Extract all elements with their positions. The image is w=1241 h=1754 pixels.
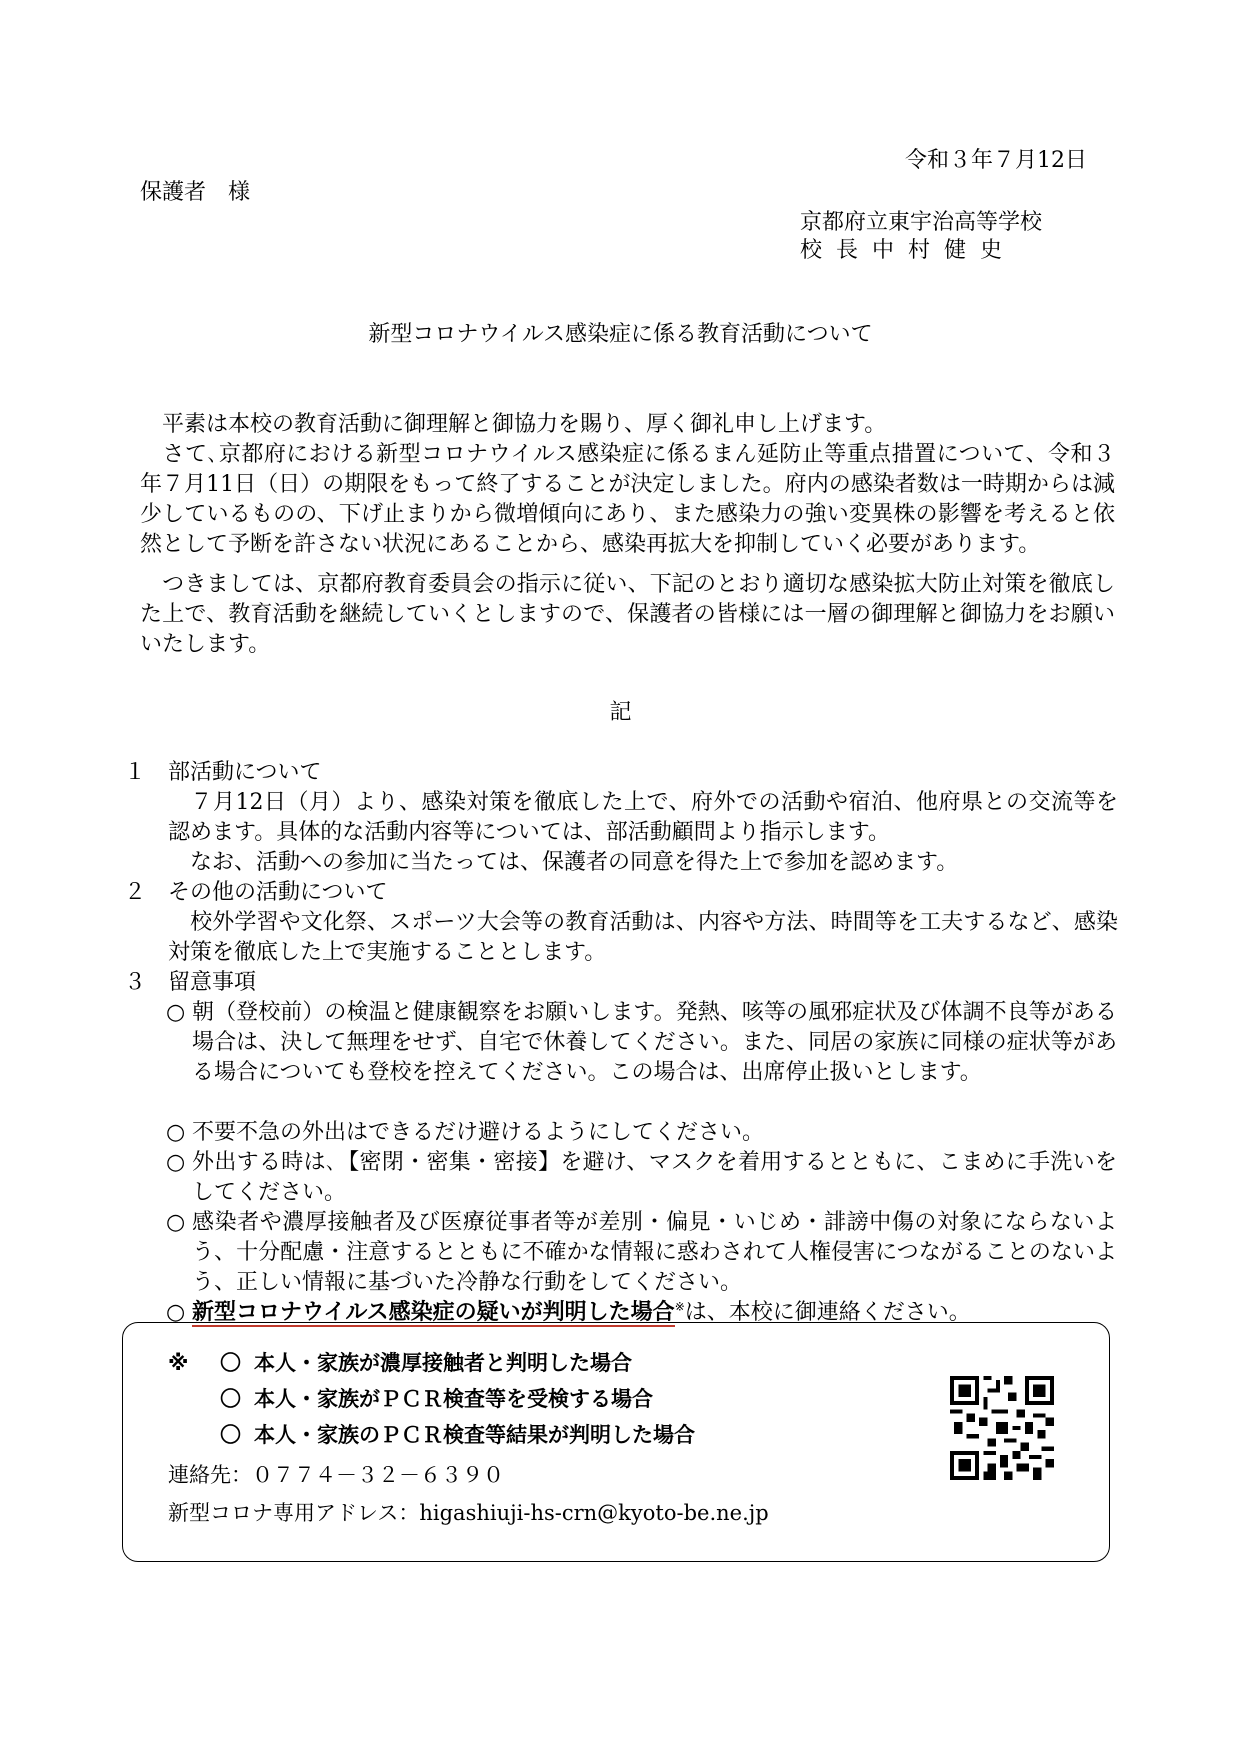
bullet-mark: ○ xyxy=(166,1300,186,1325)
contact-phone: 連絡先：０７７４－３２－６３９０ xyxy=(168,1463,504,1487)
section-number: ３ xyxy=(124,970,147,995)
document-date: 令和３年７月12日 xyxy=(905,148,1087,173)
circle-mark: 〇 xyxy=(220,1387,241,1411)
bullet-text: 感染者や濃厚接触者及び医療従事者等が差別・偏見・いじめ・誹謗中傷の対象にならないよう、十分配慮・注意するとともに不確かな情報に惑わされて人権侵害につながることのないよう、正しい情報に基づいた冷静な行動をしてください。 xyxy=(192,1210,1117,1295)
bullet-text: 朝（登校前）の検温と健康観察をお願いします。発熱、咳等の風邪症状及び体調不良等がある場合は、決して無理をせず、自宅で休養してください。また、同居の家族に同様の症状等がある場合についても登校を控えてください。この場合は、出席停止扱いとします。 xyxy=(192,1000,1117,1085)
bullet-text: 外出する時は､【密閉・密集・密接】を避け、マスクを着用するとともに、こまめに手洗いをしてください。 xyxy=(192,1150,1117,1205)
contact-email: 新型コロナ専用アドレス：higashiuji-hs-crn@kyoto-be.ne.jp xyxy=(168,1501,769,1525)
paragraph-request: つきましては、京都府教育委員会の指示に従い、下記のとおり適切な感染拡大防止対策を徹底した上で、教育活動を継続していくとしますので、保護者の皆様には一層の御理解と御協力をお願いいたします。 xyxy=(140,572,1115,657)
ki-heading: 記 xyxy=(609,700,632,725)
note-mark: ※ xyxy=(168,1351,189,1375)
section-text: ７月12日（月）より、感染対策を徹底した上で、府外での活動や宿泊、他府県との交流等を認めます。具体的な活動内容等については、部活動顧問より指示します。 xyxy=(168,790,1118,845)
box-item: 本人・家族のＰＣＲ検査等結果が判明した場合 xyxy=(254,1423,695,1447)
section-heading: その他の活動について xyxy=(168,880,388,905)
box-item: 本人・家族がＰＣＲ検査等を受検する場合 xyxy=(254,1387,653,1411)
section-heading: 部活動について xyxy=(168,760,322,785)
circle-mark: 〇 xyxy=(220,1351,241,1375)
paragraph-greeting: 平素は本校の教育活動に御理解と御協力を賜り、厚く御礼申し上げます。 xyxy=(140,412,887,437)
school-name: 京都府立東宇治高等学校 xyxy=(800,210,1043,235)
bullet-mark: ○ xyxy=(166,1210,186,1235)
section-number: ２ xyxy=(124,880,147,905)
section-number: １ xyxy=(124,760,147,785)
section-heading: 留意事項 xyxy=(168,970,257,995)
box-item: 本人・家族が濃厚接触者と判明した場合 xyxy=(254,1351,632,1375)
section-text: 校外学習や文化祭、スポーツ大会等の教育活動は、内容や方法、時間等を工夫するなど、感染対策を徹底した上で実施することとします。 xyxy=(168,910,1118,965)
note-mark: ※ xyxy=(674,1299,685,1314)
bullet-text: 不要不急の外出はできるだけ避けるようにしてください。 xyxy=(192,1120,765,1145)
principal-name: 校長中村健史 xyxy=(800,238,1017,263)
bullet-mark: ○ xyxy=(166,1120,186,1145)
bullet-mark: ○ xyxy=(166,1150,186,1175)
bullet-rest: は、本校に御連絡ください。 xyxy=(684,1300,971,1325)
circle-mark: 〇 xyxy=(220,1423,241,1447)
bullet-emphasis: 新型コロナウイルス感染症の疑いが判明した場合 xyxy=(192,1300,675,1325)
document-title: 新型コロナウイルス感染症に係る教育活動について xyxy=(368,322,873,347)
addressee: 保護者 様 xyxy=(140,180,251,205)
qr-code-icon xyxy=(950,1376,1054,1480)
section-text: なお、活動への参加に当たっては、保護者の同意を得た上で参加を認めます。 xyxy=(168,850,959,875)
bullet-mark: ○ xyxy=(166,1000,186,1025)
paragraph-situation: さて､京都府における新型コロナウイルス感染症に係るまん延防止等重点措置について、令和３年７月11日（日）の期限をもって終了することが決定しました。府内の感染者数は一時期からは減少しているものの、下げ止まりから微増傾向にあり、また感染力の強い変異株の影響を考えると依然として予断を許さない状況にあることから、感染再拡大を抑制していく必要があります。 xyxy=(140,442,1115,557)
